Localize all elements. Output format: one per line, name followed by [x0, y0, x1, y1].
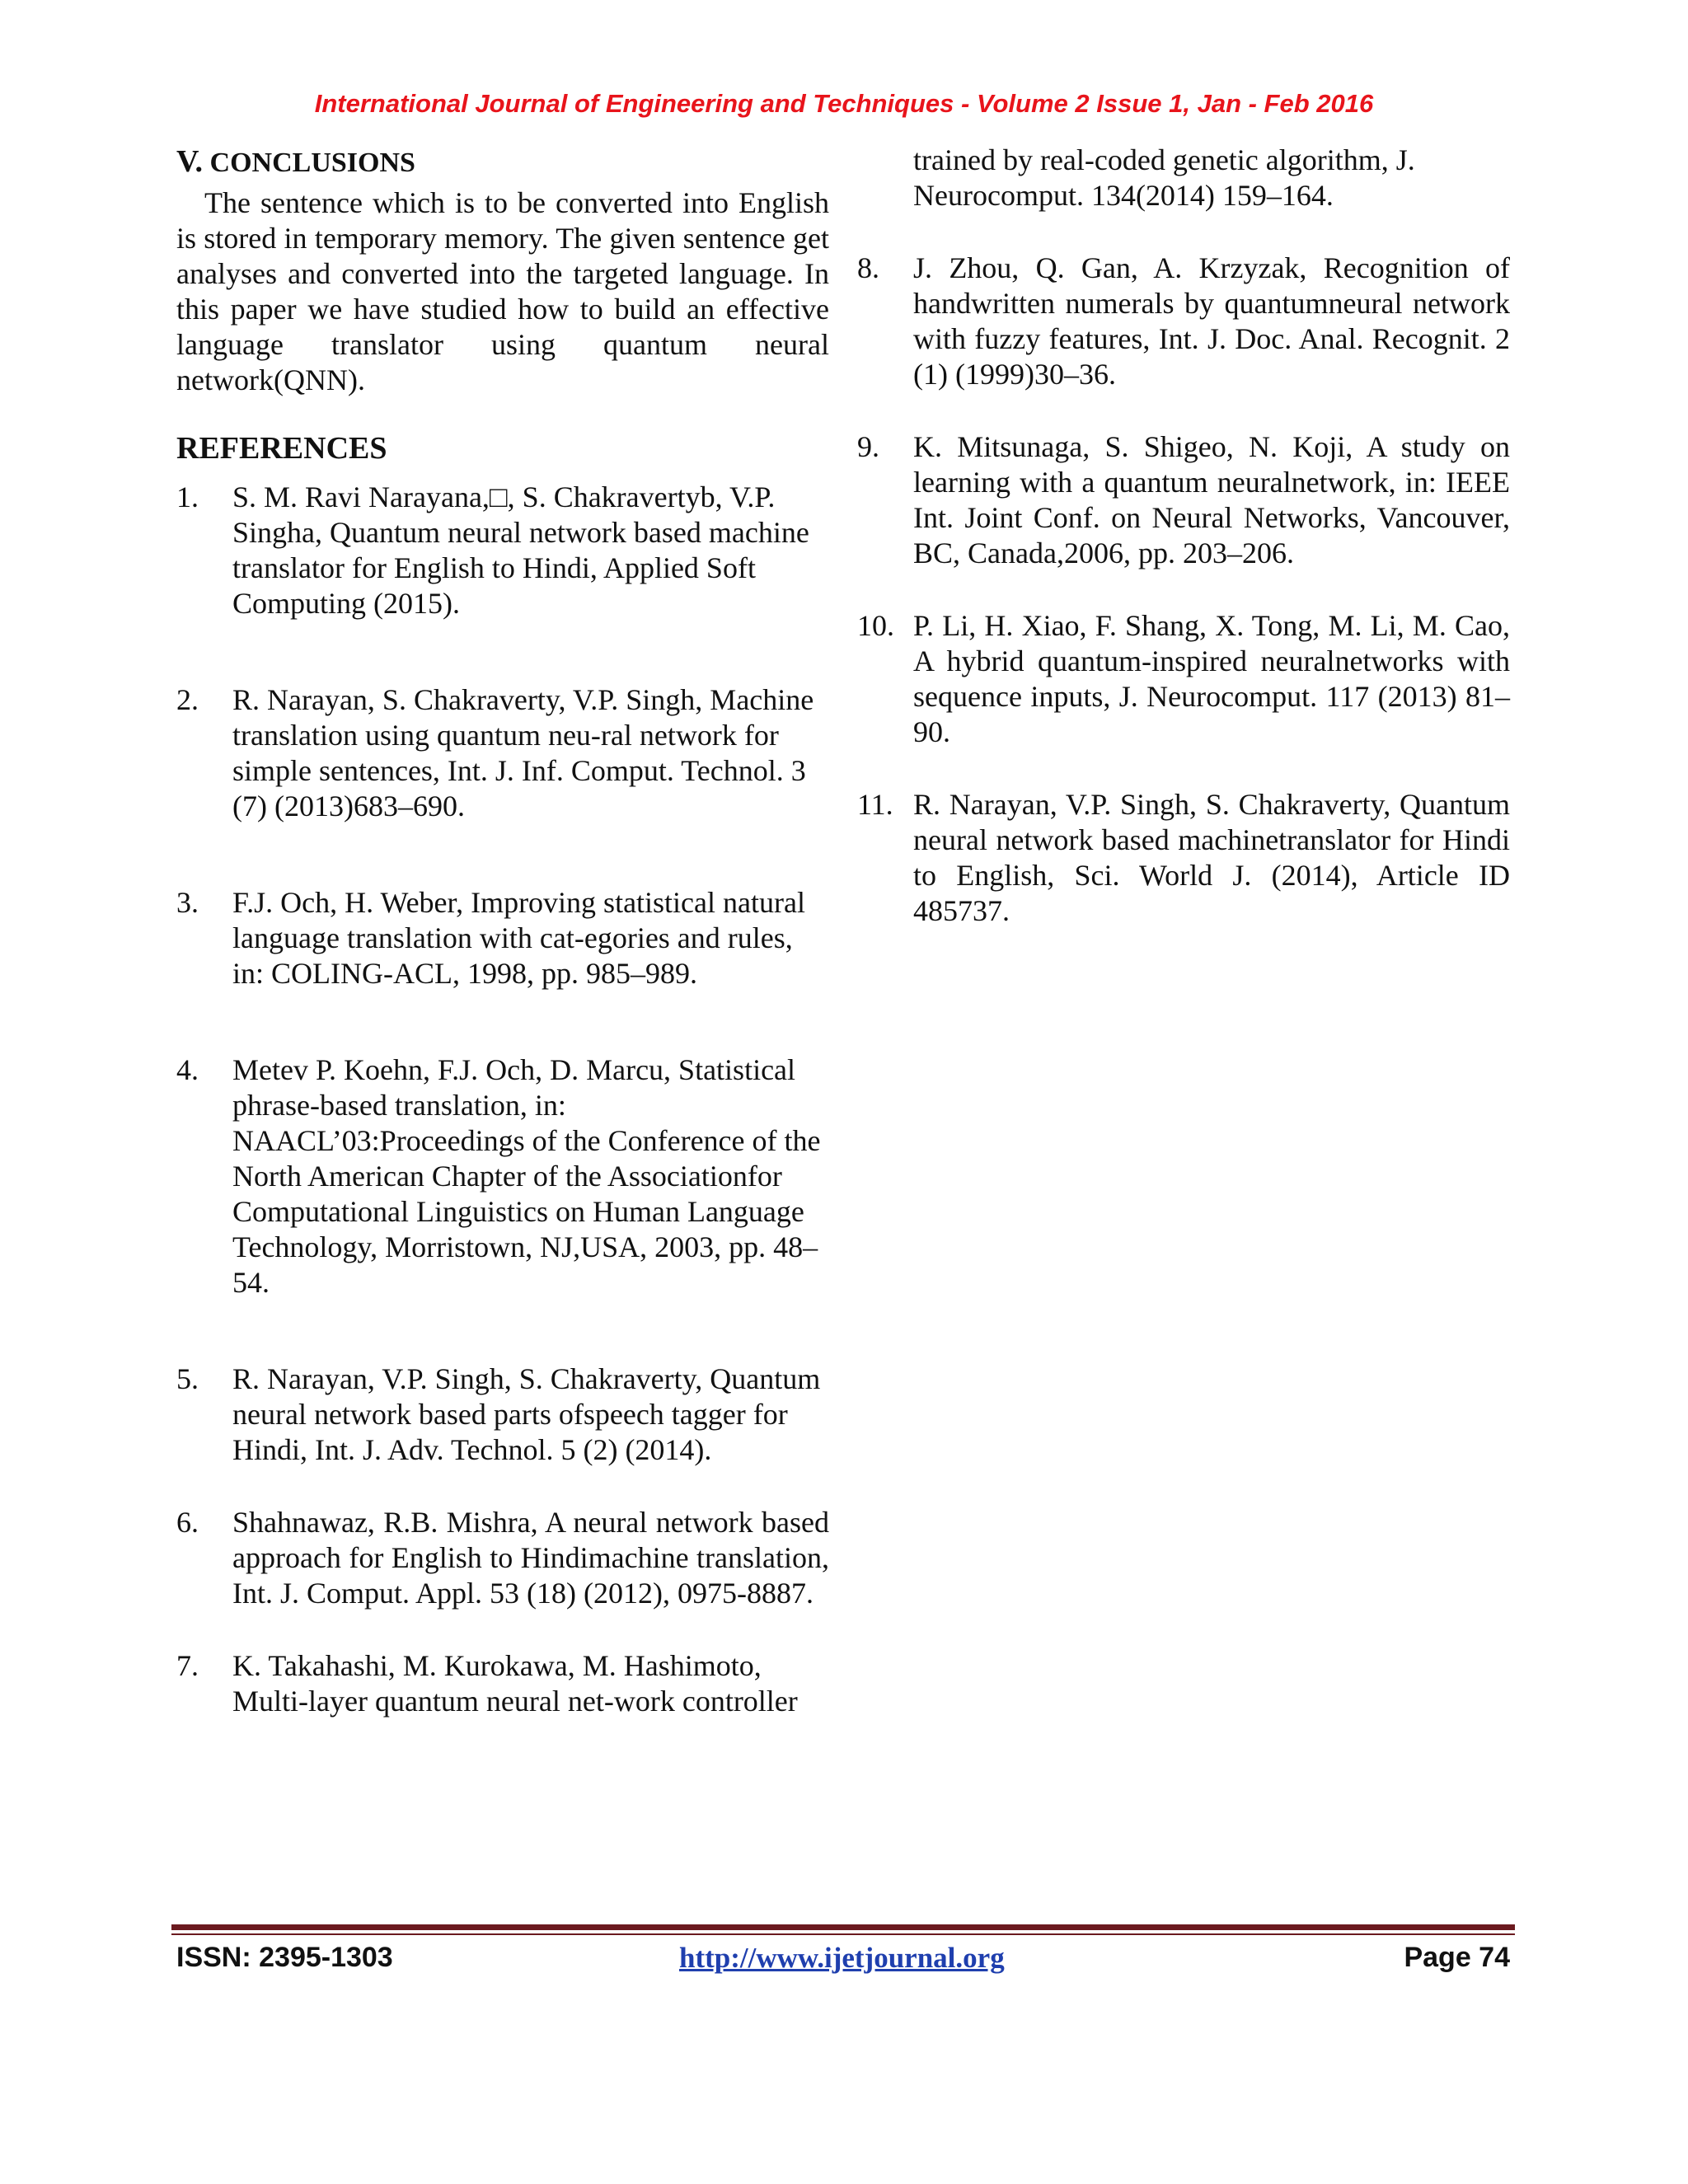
footer-rule-thin — [171, 1933, 1515, 1935]
issn-label: ISSN: 2395-1303 — [176, 1942, 393, 1973]
reference-text: S. M. Ravi Narayana,□, S. Chakravertyb, V.P. Singha, Quantum neural network based machine translator for English to Hindi, Applied Soft Computing (2015). — [232, 480, 809, 620]
reference-text: Shahnawaz, R.B. Mishra, A neural network based approach for English to Hindimachine translation, Int. J. Comput. Appl. 53 (18) (2012), 0975-8887. — [232, 1506, 829, 1610]
conclusions-text: The sentence which is to be converted into English is stored in temporary memory. The given sentence get analyses and converted into the targeted language. In this paper we have studied how to build an effective language translator using quantum neural network(QNN). — [176, 186, 829, 396]
reference-number: 2. — [176, 683, 199, 716]
reference-continuation: trained by real-coded genetic algorithm, J. Neurocomput. 134(2014) 159–164. — [913, 143, 1415, 212]
journal-header: International Journal of Engineering and Techniques - Volume 2 Issue 1, Jan - Feb 2016 — [314, 89, 1374, 118]
reference-number: 7. — [176, 1649, 199, 1682]
section-title: CONCLUSIONS — [209, 148, 415, 178]
reference-item — [176, 1361, 829, 1468]
left-column — [176, 144, 829, 1719]
reference-item — [176, 1505, 829, 1611]
right-column — [857, 144, 1510, 929]
reference-item — [857, 787, 1510, 929]
page-number: Page 74 — [1404, 1942, 1510, 1973]
reference-number: 6. — [176, 1506, 199, 1539]
reference-text: F.J. Och, H. Weber, Improving statistical natural language translation with cat-egories and rules, in: COLING-ACL, 1998, pp. 985–989. — [232, 886, 805, 990]
section-number: V. — [176, 144, 204, 179]
reference-item — [857, 429, 1510, 571]
reference-text: R. Narayan, V.P. Singh, S. Chakraverty, Quantum neural network based machinetranslator for Hindi to English, Sci. World J. (2014), Article ID 485737. — [913, 788, 1510, 927]
reference-item — [176, 1648, 829, 1719]
reference-number: 9. — [857, 430, 879, 463]
footer-rule — [171, 1924, 1515, 1930]
reference-number: 8. — [857, 251, 879, 284]
references-heading: REFERENCES — [176, 431, 387, 466]
reference-number: 5. — [176, 1362, 199, 1395]
reference-number: 4. — [176, 1053, 199, 1086]
reference-item — [176, 885, 829, 991]
reference-text: K. Mitsunaga, S. Shigeo, N. Koji, A study on learning with a quantum neuralnetwork, in: IEEE Int. Joint Conf. on Neural Networks, Vancouver, BC, Canada,2006, pp. 203–206. — [913, 430, 1510, 569]
footer — [176, 1942, 1510, 1983]
reference-item — [176, 1052, 829, 1301]
conclusions-heading — [176, 144, 829, 180]
reference-text: J. Zhou, Q. Gan, A. Krzyzak, Recognition of handwritten numerals by quantumneural network with fuzzy features, Int. J. Doc. Anal. Recognit. 2 (1) (1999)30–36. — [913, 251, 1510, 391]
reference-number: 1. — [176, 480, 199, 513]
reference-text: K. Takahashi, M. Kurokawa, M. Hashimoto, Multi-layer quantum neural net-work controller — [232, 1649, 798, 1718]
reference-number: 10. — [857, 609, 894, 642]
reference-number: 3. — [176, 886, 199, 919]
reference-text: P. Li, H. Xiao, F. Shang, X. Tong, M. Li, M. Cao, A hybrid quantum-inspired neuralnetworks with sequence inputs, J. Neurocomput. 117 (2013) 81–90. — [913, 609, 1510, 748]
reference-number: 11. — [857, 788, 893, 821]
reference-item — [176, 480, 829, 621]
reference-text: Metev P. Koehn, F.J. Och, D. Marcu, Statistical phrase-based translation, in: NAACL’03:Proceedings of the Conference of the North American Chapter of the Associationfor Computational Linguistics on Human Language Technology, Morristown, NJ,USA, 2003, pp. 48–54. — [232, 1053, 821, 1299]
reference-item — [176, 682, 829, 824]
journal-link[interactable]: http://www.ijetjournal.org — [679, 1942, 1005, 1974]
reference-item — [857, 608, 1510, 750]
reference-text: R. Narayan, V.P. Singh, S. Chakraverty, Quantum neural network based parts ofspeech tagger for Hindi, Int. J. Adv. Technol. 5 (2) (2014). — [232, 1362, 821, 1466]
reference-text: R. Narayan, S. Chakraverty, V.P. Singh, Machine translation using quantum neu-ral network for simple sentences, Int. J. Inf. Comput. Technol. 3 (7) (2013)683–690. — [232, 683, 814, 823]
reference-item — [857, 251, 1510, 392]
